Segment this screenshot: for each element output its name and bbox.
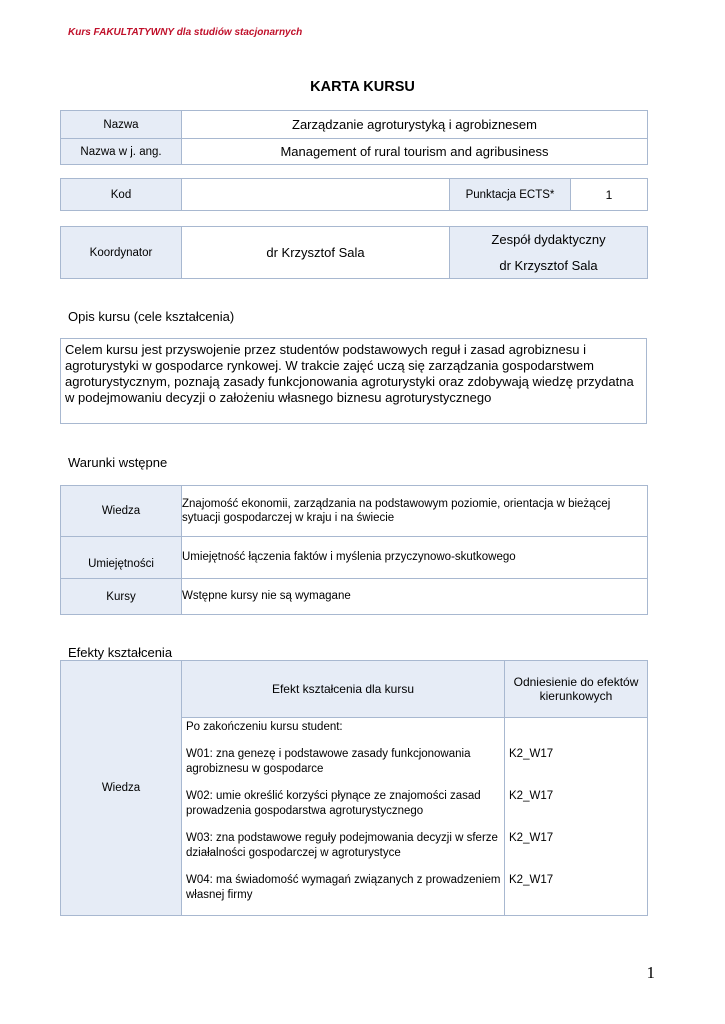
outcomes-effects-cell <box>182 718 505 916</box>
prereq-label: Wiedza <box>61 486 182 537</box>
description-text: Celem kursu jest przyswojenie przez studentów podstawowych reguł i zasad agrobiznesu i agroturystyki w gospodarce rynkowej. W trakcie zajęć uczą się zarządzania gospodarstwem agroturystycznym, poznają zasady funkcjonowania agroturystyki oraz zdobywają wiedzę przydatna w podejmowaniu decyzji o założeniu własnego biznesu agroturystycznego <box>60 338 647 424</box>
outcomes-codes-cell <box>505 718 648 916</box>
outcomes-row-label: Wiedza <box>61 661 182 916</box>
prereq-label: Kursy <box>61 579 182 615</box>
coordinator-table <box>60 226 648 279</box>
outcomes-table <box>60 660 648 916</box>
prereq-text: Wstępne kursy nie są wymagane <box>182 579 648 615</box>
outcomes-col-reference: Odniesienie do efektów kierunkowych <box>505 661 648 718</box>
outcomes-intro: Po zakończeniu kursu student: <box>186 721 343 733</box>
prereq-label: Umiejętności <box>61 537 182 579</box>
outcome-code: K2_W17 <box>509 748 554 760</box>
name-en-value: Management of rural tourism and agribusiness <box>182 139 648 165</box>
header-note: Kurs FAKULTATYWNY dla studiów stacjonarnych <box>68 27 303 38</box>
name-en-label: Nazwa w j. ang. <box>61 139 182 165</box>
team-label: Zespół dydaktyczny <box>450 227 648 253</box>
prerequisites-heading: Warunki wstępne <box>68 455 168 470</box>
course-name-table <box>60 110 648 165</box>
prereq-row <box>61 579 648 615</box>
outcome-item: W02: umie określić korzyści płynące ze znajomości zasad prowadzenia gospodarstwa agroturystycznego <box>186 790 481 817</box>
outcome-code: K2_W17 <box>509 832 554 844</box>
outcomes-col-effect: Efekt kształcenia dla kursu <box>182 661 505 718</box>
outcome-code: K2_W17 <box>509 790 554 802</box>
prerequisites-table <box>60 485 648 615</box>
prereq-row <box>61 537 648 579</box>
code-table <box>60 178 648 211</box>
coordinator-value: dr Krzysztof Sala <box>182 227 450 279</box>
outcome-item: W01: zna genezę i podstawowe zasady funkcjonowania agrobiznesu w gospodarce <box>186 748 471 775</box>
code-value <box>182 179 450 211</box>
name-label: Nazwa <box>61 111 182 139</box>
page-title: KARTA KURSU <box>310 79 415 95</box>
team-value: dr Krzysztof Sala <box>450 253 648 279</box>
name-value: Zarządzanie agroturystyką i agrobiznesem <box>182 111 648 139</box>
description-heading: Opis kursu (cele kształcenia) <box>68 309 235 324</box>
coordinator-label: Koordynator <box>61 227 182 279</box>
ects-value: 1 <box>571 179 648 211</box>
outcome-item: W03: zna podstawowe reguły podejmowania decyzji w sferze działalności gospodarczej w agroturystyce <box>186 832 498 859</box>
outcome-item: W04: ma świadomość wymagań związanych z prowadzeniem własnej firmy <box>186 874 501 901</box>
prereq-row <box>61 486 648 537</box>
outcomes-heading: Efekty kształcenia <box>68 645 173 660</box>
outcome-code: K2_W17 <box>509 874 554 886</box>
page-number: 1 <box>646 963 655 982</box>
code-label: Kod <box>61 179 182 211</box>
prereq-text: Umiejętność łączenia faktów i myślenia przyczynowo-skutkowego <box>182 537 648 579</box>
ects-label: Punktacja ECTS* <box>450 179 571 211</box>
prereq-text: Znajomość ekonomii, zarządzania na podstawowym poziomie, orientacja w bieżącej sytuacji gospodarczej w kraju i na świecie <box>182 486 648 537</box>
